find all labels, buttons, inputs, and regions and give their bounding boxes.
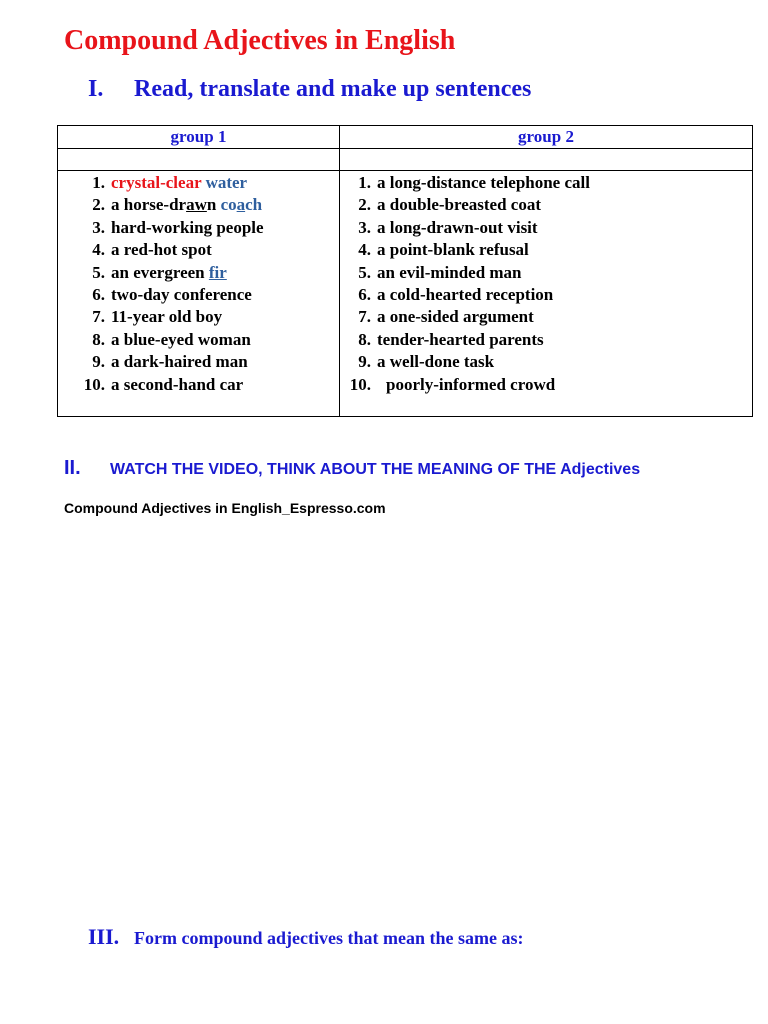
section-1-text: Read, translate and make up sentences: [134, 76, 532, 102]
list-item: 1. a long-distance telephone call: [358, 173, 590, 192]
list-item: 4. a point-blank refusal: [358, 240, 529, 260]
section-3-heading: [88, 924, 523, 950]
list-item: 7. 11-year old boy: [92, 307, 223, 327]
list-item: 5. an evergreen fir: [92, 262, 227, 282]
section-2-text: WATCH THE VIDEO, THINK ABOUT THE MEANING OF THE Adjectives: [110, 461, 641, 478]
list-item: 3. hard-working people: [92, 217, 264, 237]
section-1-number: I.: [88, 76, 104, 102]
list-item: 10. a second-hand car: [83, 374, 244, 394]
group-1-cell: [58, 171, 340, 417]
group-2-cell: [340, 171, 753, 417]
group-2-list: [340, 171, 752, 396]
list-item: 9. a well-done task: [358, 352, 495, 372]
list-item: 2. a double-breasted coat: [358, 195, 542, 215]
group-1-header: group 1: [58, 126, 340, 149]
list-item: 9. a dark-haired man: [92, 352, 248, 372]
group-2-header: group 2: [340, 126, 753, 149]
list-item: 6. two-day conference: [92, 284, 252, 304]
video-caption: Compound Adjectives in English_Espresso.com: [64, 500, 386, 516]
section-3-number: III.: [88, 924, 120, 949]
group-1-list: [58, 171, 339, 396]
empty-cell: [340, 149, 753, 171]
section-3-text: Form compound adjectives that mean the same as:: [134, 928, 524, 948]
list-item: 2. a horse-drawn coach: [92, 195, 263, 215]
empty-cell: [58, 149, 340, 171]
adjectives-table: [57, 125, 753, 417]
list-item: 10. poorly-informed crowd: [349, 374, 556, 394]
list-item: 8. tender-hearted parents: [358, 329, 544, 349]
section-2-heading: [64, 457, 640, 480]
section-1-heading: [88, 76, 531, 103]
list-item: 8. a blue-eyed woman: [92, 329, 251, 349]
list-item: 3. a long-drawn-out visit: [358, 217, 538, 237]
section-2-number: II.: [64, 457, 81, 479]
list-item: 7. a one-sided argument: [358, 307, 534, 327]
page-title: Compound Adjectives in English: [64, 25, 456, 56]
list-item: 4. a red-hot spot: [92, 240, 212, 260]
list-item: 5. an evil-minded man: [358, 262, 522, 282]
list-item: 1. crystal-clear water: [92, 173, 248, 192]
list-item: 6. a cold-hearted reception: [358, 284, 554, 304]
